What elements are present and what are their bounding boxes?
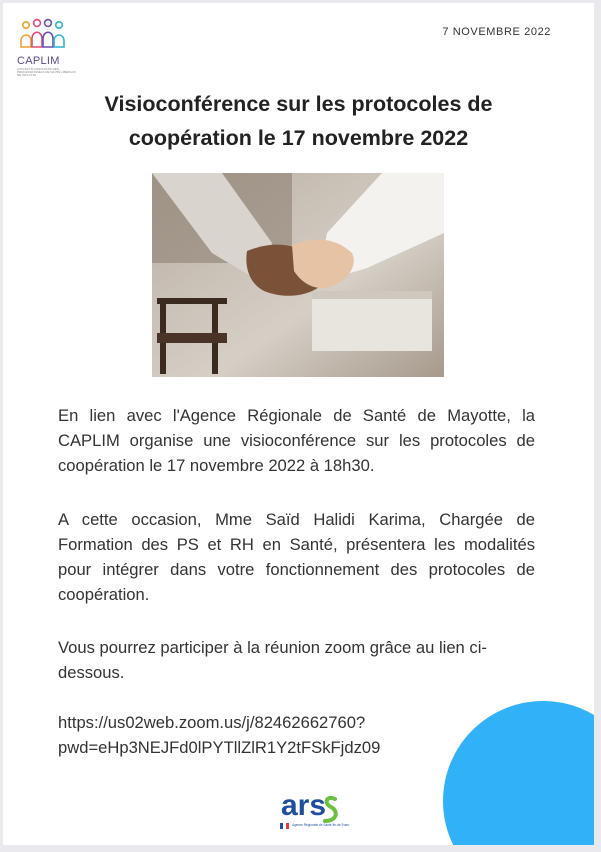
ars-letters: ars bbox=[281, 789, 327, 822]
zoom-link-line-2[interactable]: pwd=eHp3NEJFd0lPYTllZlR1Y2tFSkFjdz09 bbox=[58, 738, 381, 757]
ars-logo bbox=[277, 785, 349, 835]
article-title: Visioconférence sur les protocoles de coopération le 17 novembre 2022 bbox=[104, 92, 493, 150]
ars-caption: Agence Régionale de Santé Île-de-France bbox=[292, 823, 349, 827]
handshake-image bbox=[152, 173, 444, 377]
publication-date: 7 NOVEMBRE 2022 bbox=[442, 26, 551, 38]
paragraph-speaker: A cette occasion, Mme Saïd Halidi Karima, Chargée de Formation des PS et RH en Santé, présentera les modalités pour intégrer dans votre fonctionnement des protocoles de coopération. bbox=[58, 510, 535, 604]
logo-text: CAPLIM bbox=[17, 55, 60, 67]
paragraph-intro: En lien avec l'Agence Régionale de Santé de Mayotte, la CAPLIM organise une visioconférence sur les protocoles de coopération le 17 novembre 2022 à 18h30. bbox=[58, 406, 535, 475]
document-page bbox=[3, 3, 594, 845]
handshake-photo bbox=[152, 173, 444, 377]
caplim-logo bbox=[17, 17, 77, 77]
paragraph-participation: Vous pourrez participer à la réunion zoom grâce au lien ci-dessous. bbox=[58, 638, 487, 682]
caplim-people-icon bbox=[17, 17, 71, 55]
logo-tagline: COLLECTIF ASSOCIATIF DES PROFESSIONNELS DE SANTÉ LIBÉRAUX DE MAYOTTE bbox=[17, 67, 77, 77]
ars-logo-icon bbox=[277, 785, 349, 835]
zoom-link-line-1[interactable]: https://us02web.zoom.us/j/82462662760? bbox=[58, 713, 366, 732]
